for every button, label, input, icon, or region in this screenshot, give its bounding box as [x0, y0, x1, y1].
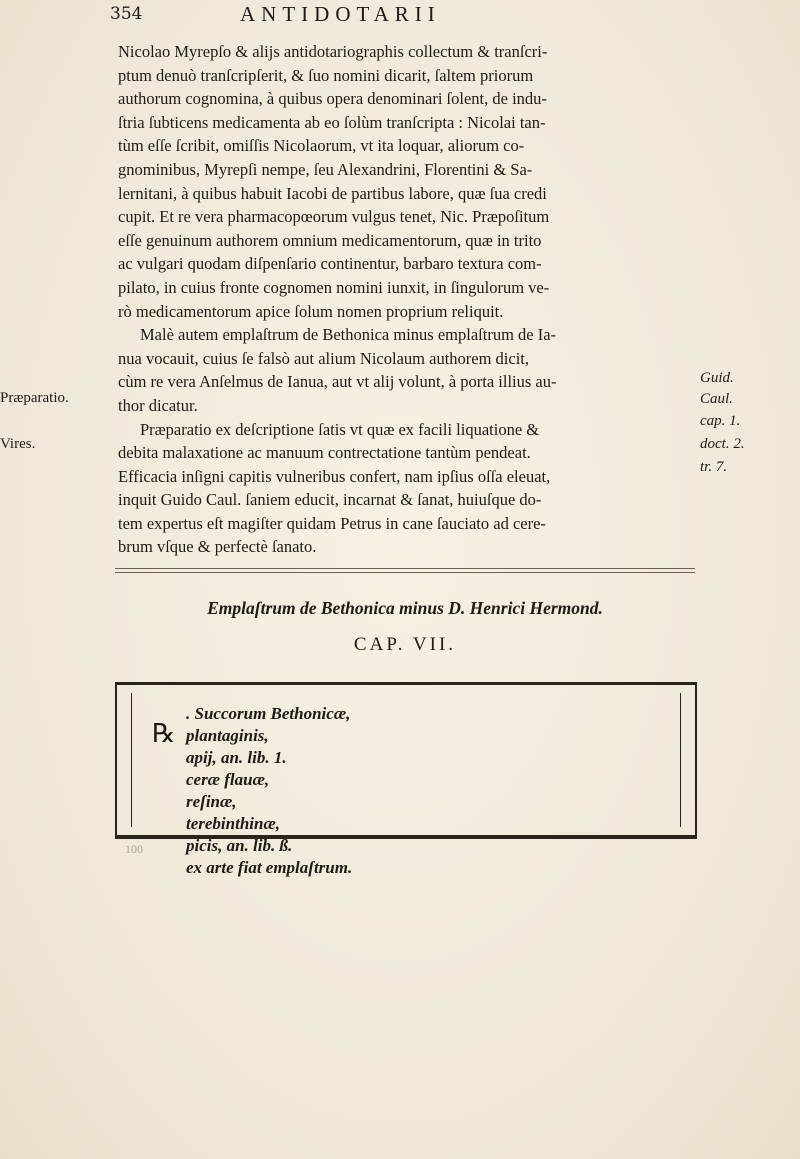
text-line: cupit. Et re vera pharmacopœorum vulgus tenet, Nic. Præpoſitum — [118, 207, 550, 227]
text-line: ac vulgari quodam diſpenſario continentur, barbaro textura com- — [118, 254, 542, 274]
margin-note-praeparatio: Præparatio. — [0, 390, 69, 406]
running-title: ANTIDOTARII — [240, 2, 441, 26]
recipe-list — [186, 703, 352, 879]
chapter-title: Emplaſtrum de Bethonica minus D. Henrici Hermond. — [207, 598, 603, 618]
page-number: 354 — [110, 4, 143, 24]
text-line: tem expertus eſt magiſter quidam Petrus in cane ſauciato ad cere- — [118, 513, 546, 533]
margin-note-guid: Guid. — [700, 370, 734, 386]
recipe-line: terebinthinæ, — [186, 814, 280, 833]
text-line: thor dicatur. — [118, 395, 198, 415]
text-line: rò medicamentorum apice ſolum nomen proprium reliquit. — [118, 301, 504, 321]
margin-note-caul: Caul. — [700, 391, 733, 407]
text-line: lernitani, à quibus habuit Iacobi de partibus labore, quæ ſua credi — [118, 183, 547, 203]
text-line: tùm eſſe ſcribit, omiſſis Nicolaorum, vt ita loquar, aliorum co- — [118, 136, 525, 156]
text-line: Nicolao Myrepſo & alijs antidotariographis collectum & tranſcri- — [118, 42, 548, 61]
recipe-line: ex arte fiat emplaſtrum. — [186, 858, 353, 877]
text-line: eſſe genuinum authorem omnium medicamentorum, quæ in trito — [118, 230, 542, 250]
recipe-line: . Succorum Bethonicæ, — [186, 704, 351, 723]
text-line: nua vocauit, cuius ſe falsò aut alium Nicolaum authorem dicit, — [118, 348, 530, 368]
text-line: gnominibus, Myrepſi nempe, ſeu Alexandrini, Florentini & Sa- — [118, 159, 533, 179]
margin-note-tr: tr. 7. — [700, 459, 728, 475]
recipe-line: plantaginis, — [186, 726, 269, 745]
margin-note-doct: doct. 2. — [700, 436, 745, 452]
text-line: ptum denuò tranſcripſerit, & ſuo nomini dicarit, ſaltem priorum — [118, 65, 534, 85]
text-line: Præparatio ex deſcriptione ſatis vt quæ ex facili liquatione & — [140, 419, 540, 439]
margin-note-cap: cap. 1. — [700, 413, 741, 429]
text-line: Efficacia inſigni capitis vulneribus confert, nam ipſius oſſa eleuat, — [118, 466, 551, 486]
recipe-line: ceræ flauæ, — [186, 770, 270, 789]
section-divider — [115, 568, 695, 573]
bleed-through-text: 100 — [125, 842, 143, 856]
text-line: inquit Guido Caul. ſaniem educit, incarnat & ſanat, huiuſque do- — [118, 490, 542, 510]
recipe-symbol-icon: ℞ — [152, 719, 176, 749]
page-header — [110, 2, 690, 28]
text-line: brum vſque & perfectè ſanato. — [118, 537, 317, 557]
main-text — [118, 40, 696, 559]
recipe-line: apij, an. lib. 1. — [186, 748, 287, 767]
recipe-line: reſinæ, — [186, 792, 237, 811]
text-line: debita malaxatione ac manuum contrectatione tantùm pendeat. — [118, 443, 531, 463]
recipe-line: picis, an. lib. ß. — [186, 836, 293, 855]
chapter-number: CAP. VII. — [353, 634, 457, 655]
text-line: Malè autem emplaſtrum de Bethonica minus emplaſtrum de Ia- — [140, 325, 557, 345]
text-line: authorum cognomina, à quibus opera denominari ſolent, de indu- — [118, 89, 547, 109]
text-line: ſtria ſubticens medicamenta ab eo ſolùm tranſcripta : Nicolai tan- — [118, 112, 546, 132]
margin-note-vires: Vires. — [0, 436, 36, 452]
text-line: pilato, in cuius fronte cognomen nomini iunxit, in ſingulorum ve- — [118, 277, 550, 297]
text-line: cùm re vera Anſelmus de Ianua, aut vt alij volunt, à porta illius au- — [118, 372, 557, 392]
